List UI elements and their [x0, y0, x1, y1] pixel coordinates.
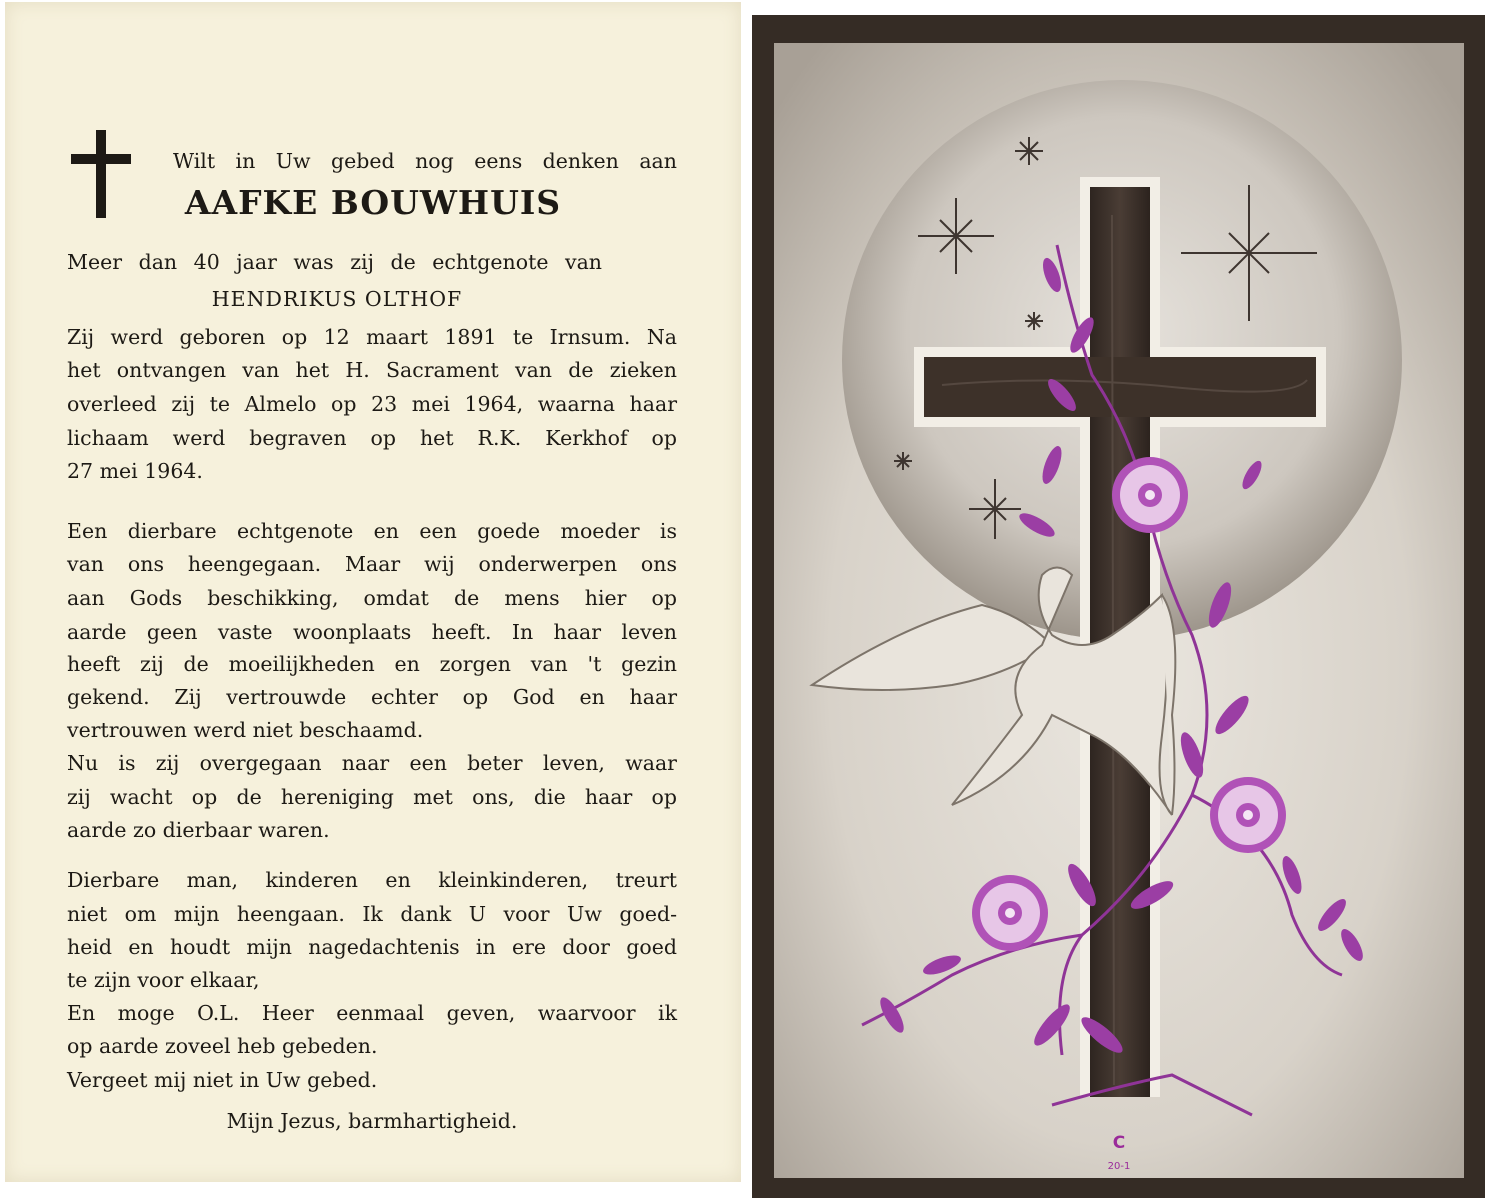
- illustration-side: [752, 15, 1485, 1198]
- marriage-line: Meer dan 40 jaar was zij de echtgenote van: [67, 250, 602, 274]
- paragraph-line: Dierbare man, kinderen en kleinkinderen, treurt: [67, 868, 677, 892]
- husband-name: HENDRIKUS OLTHOF: [211, 287, 463, 311]
- intro-line: Wilt in Uw gebed nog eens denken aan: [173, 149, 677, 173]
- publisher-mark: C: [1112, 1133, 1126, 1153]
- paragraph-line: aarde zo dierbaar waren.: [67, 818, 330, 842]
- biography-line: het ontvangen van het H. Sacrament van de zieken: [67, 358, 677, 382]
- paragraph-line: Een dierbare echtgenote en een goede moeder is: [67, 519, 677, 543]
- paragraph-line: heeft zij de moeilijkheden en zorgen van 't gezin: [67, 652, 677, 676]
- paragraph-line: niet om mijn heengaan. Ik dank U voor Uw goed-: [67, 902, 677, 926]
- biography-line: 27 mei 1964.: [67, 459, 203, 483]
- cross-dove-flowers-illustration: [752, 15, 1485, 1198]
- paragraph-line: op aarde zoveel heb gebeden.: [67, 1034, 378, 1058]
- biography-line: Zij werd geboren op 12 maart 1891 te Irnsum. Na: [67, 325, 677, 349]
- flower: [1210, 777, 1286, 853]
- paragraph-line: zij wacht op de hereniging met ons, die haar op: [67, 785, 677, 809]
- paragraph-line: van ons heengegaan. Maar wij onderwerpen ons: [67, 552, 677, 576]
- paragraph-line: heid en houdt mijn nagedachtenis in ere door goed: [67, 935, 677, 959]
- paragraph-line: En moge O.L. Heer eenmaal geven, waarvoor ik: [67, 1001, 677, 1025]
- paragraph-line: vertrouwen werd niet beschaamd.: [67, 718, 424, 742]
- biography-line: overleed zij te Almelo op 23 mei 1964, waarna haar: [67, 392, 677, 416]
- flower: [1112, 457, 1188, 533]
- paragraph-line: Nu is zij overgegaan naar een beter leven, waar: [67, 751, 677, 775]
- paragraph-line: aan Gods beschikking, omdat de mens hier op: [67, 586, 677, 610]
- publisher-code: 20-1: [1107, 1161, 1131, 1172]
- paragraph-line: aarde geen vaste woonplaats heeft. In haar leven: [67, 620, 677, 644]
- flower: [972, 875, 1048, 951]
- closing-prayer: Mijn Jezus, barmhartigheid.: [226, 1109, 518, 1133]
- paragraph-line: Vergeet mij niet in Uw gebed.: [67, 1068, 378, 1092]
- paragraph-line: te zijn voor elkaar,: [67, 968, 260, 992]
- text-side: [5, 2, 741, 1182]
- paragraph-line: gekend. Zij vertrouwde echter op God en haar: [67, 685, 677, 709]
- biography-line: lichaam werd begraven op het R.K. Kerkhof op: [67, 426, 677, 450]
- deceased-name: AAFKE BOUWHUIS: [184, 183, 562, 222]
